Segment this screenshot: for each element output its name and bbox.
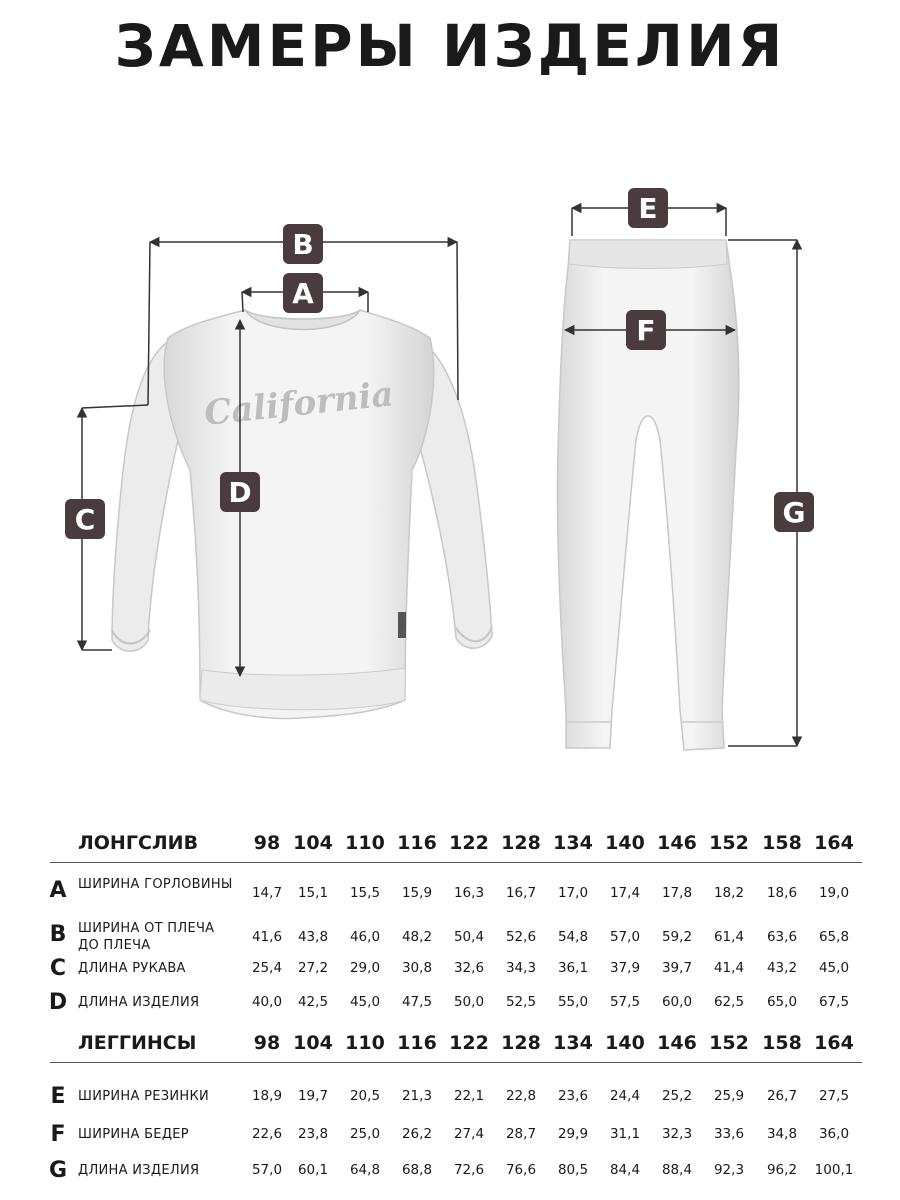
row-letter: F [50, 1122, 66, 1147]
size-header: 128 [501, 832, 541, 854]
page-title: ЗАМЕРЫ ИЗДЕЛИЯ [114, 12, 786, 80]
table-cell: 47,5 [401, 994, 433, 1010]
row-letter: A [49, 878, 67, 903]
table-cell: 63,6 [766, 929, 798, 945]
row-name: ДЛИНА ИЗДЕЛИЯ [78, 1163, 200, 1178]
size-header: 134 [553, 832, 593, 854]
size-header: 152 [709, 832, 749, 854]
table-cell: 37,9 [609, 960, 641, 976]
table-cell: 19,7 [297, 1088, 329, 1104]
table-cell: 39,7 [661, 960, 693, 976]
row-name: ШИРИНА ГОРЛОВИНЫ [78, 877, 233, 892]
table-cell: 50,4 [453, 929, 485, 945]
row-name: ДЛИНА РУКАВА [78, 961, 186, 976]
table-cell: 40,0 [251, 994, 283, 1010]
row-name: ШИРИНА РЕЗИНКИ [78, 1089, 210, 1104]
size-header: 98 [253, 832, 281, 854]
section-title: ЛЕГГИНСЫ [78, 1032, 197, 1054]
size-header: 140 [605, 832, 645, 854]
size-header: 146 [657, 1032, 697, 1054]
table-cell: 54,8 [557, 929, 589, 945]
table-cell: 59,2 [661, 929, 693, 945]
table-cell: 18,9 [251, 1088, 283, 1104]
table-cell: 27,2 [297, 960, 329, 976]
row-letter: B [49, 922, 67, 947]
table-cell: 65,0 [766, 994, 798, 1010]
table-cell: 48,2 [401, 929, 433, 945]
table-cell: 50,0 [453, 994, 485, 1010]
size-header: 152 [709, 1032, 749, 1054]
size-header: 128 [501, 1032, 541, 1054]
table-cell: 21,3 [401, 1088, 433, 1104]
size-header: 158 [762, 832, 802, 854]
table-cell: 30,8 [401, 960, 433, 976]
table-cell: 84,4 [609, 1162, 641, 1178]
section-divider [50, 1062, 862, 1063]
table-cell: 18,2 [713, 885, 745, 901]
table-cell: 72,6 [453, 1162, 485, 1178]
table-cell: 64,8 [349, 1162, 381, 1178]
measure-label-f: F [626, 310, 666, 350]
table-cell: 80,5 [557, 1162, 589, 1178]
table-cell: 18,6 [766, 885, 798, 901]
table-cell: 67,5 [818, 994, 850, 1010]
table-cell: 14,7 [251, 885, 283, 901]
table-cell: 16,7 [505, 885, 537, 901]
table-cell: 36,1 [557, 960, 589, 976]
table-cell: 17,8 [661, 885, 693, 901]
table-cell: 41,4 [713, 960, 745, 976]
table-cell: 100,1 [814, 1162, 854, 1178]
table-cell: 52,6 [505, 929, 537, 945]
table-cell: 68,8 [401, 1162, 433, 1178]
table-cell: 92,3 [713, 1162, 745, 1178]
table-cell: 60,0 [661, 994, 693, 1010]
table-cell: 22,1 [453, 1088, 485, 1104]
row-letter: G [48, 1158, 68, 1183]
table-cell: 42,5 [297, 994, 329, 1010]
table-cell: 34,8 [766, 1126, 798, 1142]
table-cell: 25,0 [349, 1126, 381, 1142]
table-cell: 57,5 [609, 994, 641, 1010]
table-cell: 46,0 [349, 929, 381, 945]
size-header: 122 [449, 1032, 489, 1054]
table-cell: 32,3 [661, 1126, 693, 1142]
table-cell: 20,5 [349, 1088, 381, 1104]
table-cell: 52,5 [505, 994, 537, 1010]
table-cell: 41,6 [251, 929, 283, 945]
table-cell: 15,5 [349, 885, 381, 901]
table-cell: 15,9 [401, 885, 433, 901]
table-cell: 27,4 [453, 1126, 485, 1142]
table-cell: 28,7 [505, 1126, 537, 1142]
table-cell: 31,1 [609, 1126, 641, 1142]
size-header: 146 [657, 832, 697, 854]
table-cell: 43,8 [297, 929, 329, 945]
table-cell: 36,0 [818, 1126, 850, 1142]
measure-label-b: B [283, 224, 323, 264]
table-cell: 22,8 [505, 1088, 537, 1104]
section-divider [50, 862, 862, 863]
table-cell: 45,0 [818, 960, 850, 976]
table-cell: 96,2 [766, 1162, 798, 1178]
table-cell: 17,4 [609, 885, 641, 901]
table-cell: 25,2 [661, 1088, 693, 1104]
table-cell: 27,5 [818, 1088, 850, 1104]
size-header: 164 [814, 1032, 854, 1054]
size-header: 164 [814, 832, 854, 854]
table-cell: 24,4 [609, 1088, 641, 1104]
table-cell: 55,0 [557, 994, 589, 1010]
table-cell: 33,6 [713, 1126, 745, 1142]
table-cell: 19,0 [818, 885, 850, 901]
size-header: 116 [397, 832, 437, 854]
table-cell: 65,8 [818, 929, 850, 945]
table-cell: 26,2 [401, 1126, 433, 1142]
table-cell: 57,0 [609, 929, 641, 945]
table-cell: 26,7 [766, 1088, 798, 1104]
measure-label-c: C [65, 499, 105, 539]
table-cell: 29,9 [557, 1126, 589, 1142]
table-cell: 60,1 [297, 1162, 329, 1178]
table-cell: 25,4 [251, 960, 283, 976]
table-cell: 16,3 [453, 885, 485, 901]
row-letter: D [48, 990, 68, 1015]
table-cell: 22,6 [251, 1126, 283, 1142]
table-cell: 32,6 [453, 960, 485, 976]
measure-label-a: A [283, 273, 323, 313]
table-cell: 17,0 [557, 885, 589, 901]
table-cell: 62,5 [713, 994, 745, 1010]
size-header: 122 [449, 832, 489, 854]
row-name: ШИРИНА ОТ ПЛЕЧА ДО ПЛЕЧА [78, 921, 215, 953]
table-cell: 57,0 [251, 1162, 283, 1178]
row-letter: C [49, 956, 67, 981]
table-cell: 25,9 [713, 1088, 745, 1104]
row-name: ДЛИНА ИЗДЕЛИЯ [78, 995, 200, 1010]
table-cell: 34,3 [505, 960, 537, 976]
section-title: ЛОНГСЛИВ [78, 832, 199, 854]
shirt-print: California [202, 374, 396, 434]
size-header: 98 [253, 1032, 281, 1054]
size-header: 140 [605, 1032, 645, 1054]
measure-label-e: E [628, 188, 668, 228]
table-cell: 23,6 [557, 1088, 589, 1104]
table-cell: 43,2 [766, 960, 798, 976]
size-header: 110 [345, 1032, 385, 1054]
table-cell: 45,0 [349, 994, 381, 1010]
size-header: 104 [293, 1032, 333, 1054]
table-cell: 61,4 [713, 929, 745, 945]
size-header: 110 [345, 832, 385, 854]
measure-label-d: D [220, 472, 260, 512]
table-cell: 23,8 [297, 1126, 329, 1142]
size-header: 116 [397, 1032, 437, 1054]
measure-label-g: G [774, 492, 814, 532]
size-header: 104 [293, 832, 333, 854]
size-header: 158 [762, 1032, 802, 1054]
table-cell: 76,6 [505, 1162, 537, 1178]
table-cell: 88,4 [661, 1162, 693, 1178]
table-cell: 29,0 [349, 960, 381, 976]
row-letter: E [50, 1084, 66, 1109]
size-header: 134 [553, 1032, 593, 1054]
table-cell: 15,1 [297, 885, 329, 901]
row-name: ШИРИНА БЕДЕР [78, 1127, 189, 1142]
